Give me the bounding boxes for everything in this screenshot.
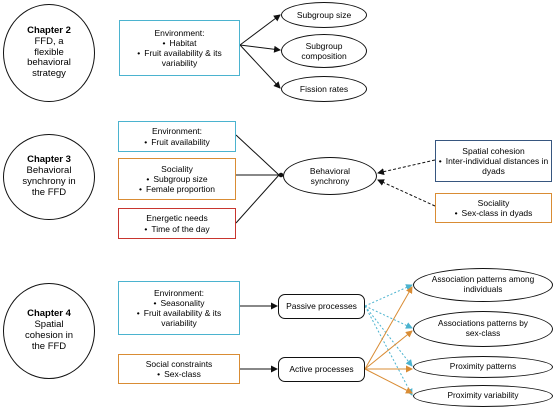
ch4-environment-box [118, 281, 240, 335]
ch4-environment-item: • Fruit availability & its variability [119, 308, 239, 328]
ch4-active-to-outcome-4 [365, 369, 412, 393]
ch4-social-item: • Sex-class [157, 369, 201, 379]
ch3-sociality-right-box [435, 193, 552, 223]
ch3-sociality-right-item: • Sex-class in dyads [455, 208, 533, 218]
chapter4-title: Chapter 4 [27, 308, 71, 320]
ch4-active-to-outcome-2 [365, 331, 412, 369]
ch3-sociality-box [118, 158, 236, 200]
ch4-environment-item: • Seasonality [119, 298, 239, 308]
ch3-sociality-item: • Subgroup size [139, 174, 215, 184]
ch4-active-processes [278, 357, 365, 382]
ch3-spatial-cohesion-box [435, 140, 552, 182]
chapter4-ellipse [3, 283, 95, 379]
ch3-spatial-item: • Inter-individual distances in dyads [436, 156, 551, 176]
ch4-passive-to-outcome-2 [365, 306, 412, 328]
ch4-passive-to-outcome-3 [365, 306, 412, 366]
ch4-outcome-label: Associations patterns by sex-class [438, 318, 528, 338]
ch2-environment-item: • Habitat [120, 38, 239, 48]
ch2-environment-box [119, 20, 240, 76]
ch4-outcome-label: Proximity patterns [449, 361, 517, 372]
ch3-environment-title: Environment: [151, 126, 203, 137]
ch3-environment-item: • Fruit availability [144, 137, 210, 147]
ch3-energetic-item: • Time of the day [144, 224, 209, 234]
ch2-environment-title: Environment: [154, 27, 205, 38]
ch2-subgroup-composition [281, 34, 367, 68]
chapter2-subtitle-line: strategy [32, 68, 66, 80]
ch4-passive-processes [278, 294, 365, 319]
chapter2-title: Chapter 2 [27, 24, 71, 36]
ch4-outcome-proximity-variability [413, 385, 553, 407]
ch3-energetic-box [118, 208, 236, 239]
chapter2-subtitle-line: FFD, a [34, 35, 64, 47]
ch4-passive-label: Passive processes [286, 301, 357, 312]
chapter3-ellipse [3, 134, 95, 220]
chapter3-subtitle-line: the FFD [31, 186, 67, 198]
ch3-energetic-title: Energetic needs [146, 213, 208, 224]
ch3-dashed-to-sociality-right [378, 180, 435, 206]
ch2-arrow-to-subgroup-composition [240, 45, 280, 50]
chapter3-subtitle-line: Behavioral [26, 165, 72, 177]
ch2-subgroup-composition-label: Subgroup composition [301, 40, 347, 61]
ch2-fission-rates [281, 76, 367, 102]
ch2-environment-item: • Fruit availability & its variability [120, 48, 239, 68]
chapter4-subtitle-line: cohesion in [24, 330, 74, 341]
ch4-outcome-association-patterns [413, 268, 553, 302]
ch4-active-label: Active processes [289, 364, 354, 375]
ch4-passive-to-outcome-1 [365, 285, 412, 306]
ch4-active-to-outcome-1 [365, 287, 412, 369]
ch4-outcome-associations-by-sex [413, 311, 553, 347]
ch3-dashed-to-spatial [378, 160, 435, 173]
ch4-passive-to-outcome-4 [365, 306, 412, 395]
chapter4-subtitle-line: the FFD [31, 340, 67, 352]
ch2-subgroup-size [281, 2, 367, 28]
ch4-social-title: Social constraints [145, 358, 213, 369]
ch4-outcome-proximity-patterns [413, 356, 553, 378]
chapter2-subtitle-line: flexible [34, 46, 64, 58]
ch3-sociality-right-title: Sociality [477, 197, 510, 208]
ch2-arrow-to-subgroup-size [240, 15, 280, 45]
ch2-fission-rates-label: Fission rates [299, 83, 349, 94]
ch3-sociality-item: • Female proportion [139, 184, 215, 194]
ch3-behavioral-synchrony [283, 157, 377, 195]
chapter2-subtitle-line: behavioral [27, 57, 71, 69]
ch2-arrow-to-fission-rates [240, 45, 280, 88]
ch2-subgroup-size-label: Subgroup size [296, 9, 352, 20]
chapter3-title: Chapter 3 [27, 154, 71, 166]
ch3-line-environment [236, 135, 279, 175]
chapter4-subtitle-line: Spatial [34, 319, 64, 331]
ch4-outcome-label: Proximity variability [447, 390, 519, 401]
ch3-line-energetic [236, 175, 279, 223]
ch3-environment-box [118, 121, 236, 152]
ch3-sociality-title: Sociality [161, 163, 193, 174]
ch3-behavioral-synchrony-label: Behavioral synchrony [309, 165, 351, 186]
chapter2-ellipse [3, 4, 95, 102]
ch4-outcome-label: Association patterns among individuals [431, 274, 535, 294]
ch4-social-constraints-box [118, 354, 240, 384]
chapter3-subtitle-line: synchrony in [22, 176, 76, 187]
ch4-environment-title: Environment: [153, 287, 205, 298]
ch3-spatial-title: Spatial cohesion [462, 145, 525, 156]
